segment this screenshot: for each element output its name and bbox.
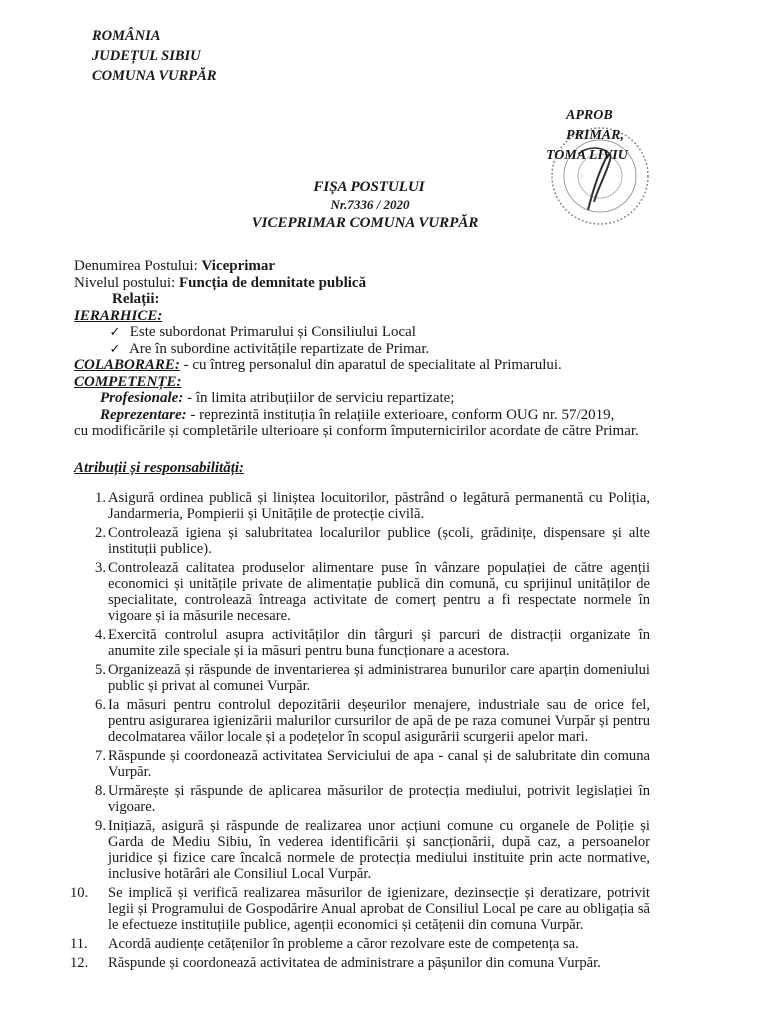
list-item (70, 490, 650, 522)
relations-heading (74, 291, 684, 308)
item-text: Acordă audiențe cetățenilor în probleme a căror rezolvare este de competența sa. (108, 936, 579, 952)
document-number: Nr.7336 / 2020 (330, 197, 410, 212)
header-county: JUDEȚUL SIBIU (92, 48, 201, 64)
list-item (70, 885, 650, 933)
item-number: 7. (95, 748, 106, 764)
collaboration-label: COLABORARE: (74, 357, 180, 373)
collaboration-text: - cu întreg personalul din aparatul de specialitate al Primarului. (179, 357, 562, 373)
attributions-title: Atribuții și responsabilități: (74, 460, 245, 476)
item-text: Organizează și răspunde de inventarierea și administrarea bunurilor care aparțin domeniului public și privat al comunei Vurpăr. (108, 662, 650, 694)
representation-row (74, 407, 684, 424)
attributions-heading (74, 460, 244, 477)
item-number: 10. (70, 885, 89, 901)
representation-row-continued (74, 423, 684, 440)
hierarchical-label: IERARHICE: (74, 307, 163, 324)
professional-row (74, 390, 684, 407)
post-label: Denumirea Postului: (74, 258, 198, 274)
item-number: 11. (70, 936, 88, 952)
item-number: 3. (95, 560, 106, 576)
list-item (70, 662, 650, 694)
title-position: VICEPRIMAR COMUNA VURPĂR (251, 215, 479, 231)
item-number: 12. (70, 955, 89, 971)
post-name-row (74, 258, 684, 275)
approval-role: PRIMAR, (566, 128, 624, 143)
collaboration-row (74, 357, 684, 374)
item-text: Controlează igiena și salubritatea localurilor publice (școli, grădinițe, dispensare și alte instituții publice). (108, 525, 650, 557)
item-text: Răspunde și coordonează activitatea de administrare a pășunilor din comuna Vurpăr. (108, 955, 601, 971)
hierarchical-item (74, 324, 684, 341)
representation-text: - reprezintă instituția în relațiile exterioare, conform OUG nr. 57/2019, (186, 406, 615, 423)
checkmark-icon: ✓ (109, 340, 121, 356)
item-text: Controlează calitatea produselor alimentare puse în vânzare populației de către agenții economici și unitățile private de alimentație publică din comună, cu sprijinul unităților de specialitate, controlează întreaga activitate de comerț pentru a fi respectate normele în vigoare și ia măsurile necesare. (108, 560, 650, 624)
list-item (70, 818, 650, 882)
approval-name: TOMA LIVIU (546, 148, 628, 163)
item-number: 1. (95, 490, 106, 506)
item-number: 8. (95, 783, 106, 799)
level-value: Funcția de demnitate publică (179, 274, 367, 291)
professional-text: - în limita atribuțiilor de serviciu repartizate; (183, 390, 455, 406)
item-text: Ia măsuri pentru controlul depozitării deșeurilor menajere, industriale sau de orice fel, pentru asigurarea igienizării malurilor cursurilor de apă de pe raza comunei Vurpăr și pentru decolmatarea văilor locale și a podețelor în scopul asigurării scurgerii apelor mari. (108, 697, 650, 745)
item-number: 4. (95, 627, 106, 643)
job-details (74, 258, 684, 440)
attributions-list (70, 490, 650, 974)
item-text: Urmărește și răspunde de aplicarea măsurilor de protecția mediului, potrivit legislației în vigoare. (108, 783, 650, 815)
representation-label: Reprezentare: (100, 406, 187, 423)
list-item (70, 560, 650, 624)
hierarchical-heading (74, 308, 684, 325)
item-number: 6. (95, 697, 106, 713)
list-item (70, 748, 650, 780)
competences-label: COMPETENȚE: (74, 373, 182, 390)
item-text: Se implică și verifică realizarea măsurilor de igienizare, dezinsecție și deratizare, potrivit legii și Programului de Gospodărire Anual aprobat de Consiliul Local pe care au obligația să le efectueze instituțiile publice, agenții economici și cetățenii din comuna Vurpăr. (108, 885, 650, 933)
post-level-row (74, 275, 684, 292)
hierarchical-item-text: Este subordonat Primarului și Consiliului Local (129, 324, 416, 340)
hierarchical-item-text: Are în subordine activitățile repartizate de Primar. (128, 340, 430, 357)
item-number: 9. (95, 818, 106, 834)
item-text: Exercită controlul asupra activităților din târguri și parcuri de distracții organizate în anumite zile speciale și ia măsuri pentru buna funcționare a acestora. (108, 627, 650, 659)
list-item (70, 783, 650, 815)
list-item (70, 955, 650, 971)
list-item (70, 525, 650, 557)
item-number: 2. (95, 525, 106, 541)
level-label: Nivelul postului: (74, 274, 176, 291)
item-text: Răspunde și coordonează activitatea Serviciului de apa - canal și de salubritate din comuna Vurpăr. (108, 748, 650, 780)
list-item (70, 936, 650, 952)
item-text: Inițiază, asigură și răspunde de realizarea unor acțiuni comune cu organele de Poliție și Garda de Mediu Sibiu, în vederea identificării și sancționării, după caz, a persoanelor juridice și fizice care încalcă normele de protecția mediului instituite prin acte normative, inclusive hotărâri ale Consiliul Local Vurpăr. (108, 818, 650, 882)
list-item (70, 697, 650, 745)
list-item (70, 627, 650, 659)
header-commune: COMUNA VURPĂR (92, 68, 217, 84)
representation-text-continued: cu modificările și completările ulterioare și conform împuternicirilor acordate de către Primar. (74, 423, 639, 439)
relations-label: Relații: (112, 291, 160, 307)
issuer-header (92, 26, 217, 86)
post-value: Viceprimar (201, 258, 276, 274)
professional-label: Profesionale: (100, 390, 184, 406)
competences-heading (74, 374, 684, 391)
approval-label: APROB (566, 108, 613, 123)
item-text: Asigură ordinea publică și liniștea locuitorilor, păstrând o legătură permanentă cu Poliția, Jandarmeria, Pompierii și Unitățile de protecție civilă. (108, 490, 650, 522)
header-country: ROMÂNIA (92, 28, 161, 44)
approval-block (546, 106, 628, 166)
item-number: 5. (95, 662, 106, 678)
title-line: FIȘA POSTULUI (313, 179, 425, 195)
checkmark-icon: ✓ (109, 324, 121, 339)
document-title (0, 178, 768, 232)
hierarchical-item (74, 341, 684, 358)
